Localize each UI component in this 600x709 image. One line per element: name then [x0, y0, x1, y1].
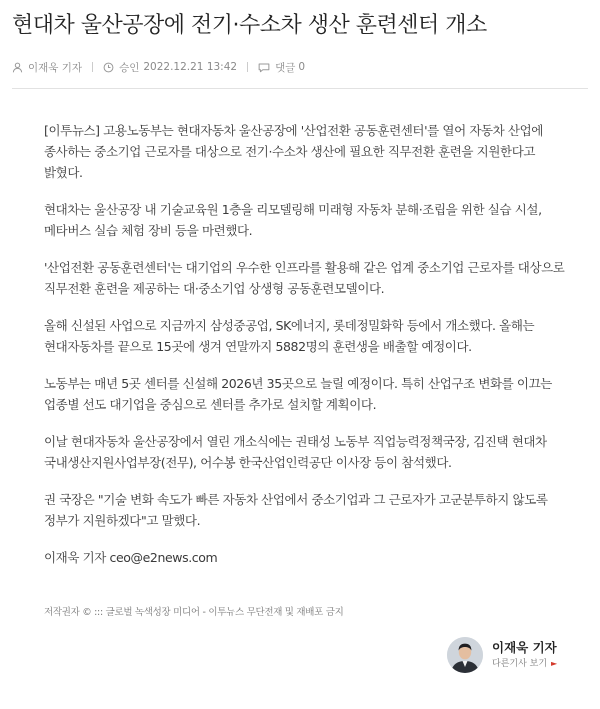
author-info: [492, 639, 557, 671]
article-byline: 이재욱 기자 ceo@e2news.com: [44, 550, 218, 565]
author-avatar[interactable]: [447, 637, 483, 673]
article-paragraph: '산업전환 공동훈련센터'는 대기업의 우수한 인프라를 활용해 같은 업계 중소기업 근로자를 대상으로 직무전환 훈련을 제공하는 대·중소기업 상생형 공동훈련모델이다.: [44, 260, 565, 296]
meta-author-name[interactable]: 이재욱 기자: [28, 61, 83, 74]
author-more-link[interactable]: [492, 657, 557, 671]
article-paragraph: 권 국장은 "기술 변화 속도가 빠른 자동차 산업에서 중소기업과 그 근로자가 고군분투하지 않도록 정부가 지원하겠다"고 말했다.: [44, 492, 548, 528]
meta-date: [103, 60, 237, 75]
chevron-right-icon: ►: [551, 659, 558, 668]
meta-author: [12, 60, 82, 75]
copyright-notice: 저작권자 © ::: 글로벌 녹색성장 미디어 - 이투뉴스 무단전재 및 재배포 금지: [44, 607, 344, 618]
avatar-photo: [447, 637, 483, 673]
meta-comments-count: 0: [298, 61, 306, 73]
meta-date-label: 승인: [119, 61, 140, 74]
clock-icon: [103, 62, 114, 73]
author-name[interactable]: 이재욱 기자: [492, 640, 557, 655]
author-box: [447, 637, 557, 673]
article-paragraph: 올해 신설된 사업으로 지금까지 삼성중공업, SK에너지, 롯데정밀화학 등에서 개소했다. 올해는 현대자동차를 끝으로 15곳에 생겨 연말까지 5882명의 훈련생을 배출할 예정이다.: [44, 318, 535, 354]
meta-comments[interactable]: [258, 60, 305, 75]
article-paragraph: 현대차는 울산공장 내 기술교육원 1층을 리모델링해 미래형 자동차 분해·조립을 위한 실습 시설, 메타버스 실습 체험 장비 등을 마련했다.: [44, 202, 542, 238]
article-body: [44, 120, 574, 584]
article-meta: [12, 58, 305, 76]
meta-divider: [92, 62, 93, 72]
article-paragraph: 노동부는 매년 5곳 센터를 신설해 2026년 35곳으로 늘릴 예정이다. 특히 산업구조 변화를 이끄는 업종별 선도 대기업을 중심으로 센터를 추가로 설치할 계획이다.: [44, 376, 552, 412]
meta-comments-label: 댓글: [275, 61, 296, 74]
person-icon: [12, 62, 23, 73]
meta-date-value: 2022.12.21 13:42: [143, 61, 238, 73]
author-more-label[interactable]: 다른기사 보기: [492, 659, 548, 669]
article-paragraph: [이투뉴스] 고용노동부는 현대자동차 울산공장에 '산업전환 공동훈련센터'를 열어 자동차 산업에 종사하는 중소기업 근로자를 대상으로 전기·수소차 생산에 필요한 직무전환 훈련을 지원한다고 밝혔다.: [44, 123, 543, 180]
speech-bubble-icon: [258, 62, 270, 73]
article-paragraph: 이날 현대자동차 울산공장에서 열린 개소식에는 권태성 노동부 직업능력정책국장, 김진택 현대차 국내생산지원사업부장(전무), 어수봉 한국산업인력공단 이사장 등이 참석했다.: [44, 434, 547, 470]
header-divider: [12, 88, 588, 89]
article-title: 현대차 울산공장에 전기·수소차 생산 훈련센터 개소: [12, 13, 487, 38]
meta-divider: [247, 62, 248, 72]
